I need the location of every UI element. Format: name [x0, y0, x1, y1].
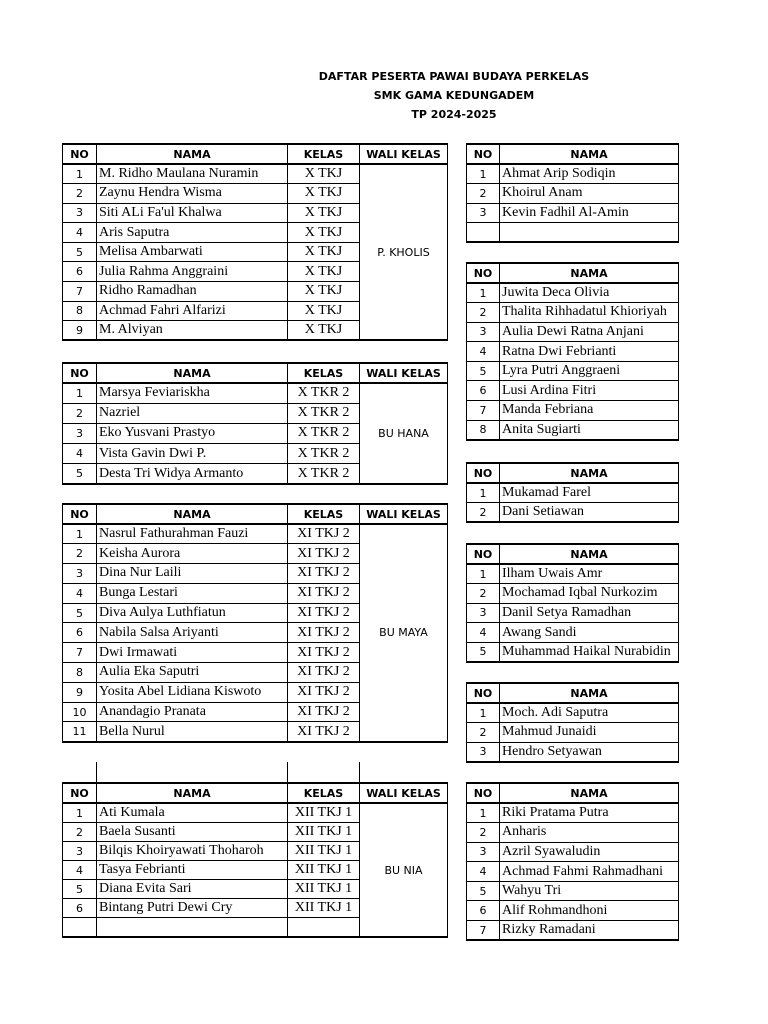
homeroom-teacher: BU MAYA [360, 524, 448, 742]
no-header: NO [467, 144, 500, 164]
row-number: 4 [467, 862, 500, 882]
row-number: 3 [63, 842, 97, 861]
table-header-row [63, 504, 448, 524]
nama-header: NAMA [500, 463, 679, 483]
row-number [467, 223, 500, 243]
student-name: Hendro Setyawan [500, 742, 679, 762]
spacer-line [96, 762, 97, 782]
table-row [63, 164, 448, 184]
student-name: Bella Nurul [97, 722, 288, 742]
row-number: 2 [467, 823, 500, 843]
row-number: 2 [467, 723, 500, 743]
table-row [467, 203, 679, 223]
table-row [63, 383, 448, 403]
row-number: 1 [63, 524, 97, 544]
row-number: 1 [63, 803, 97, 823]
row-number: 1 [467, 564, 500, 584]
class-table [62, 503, 448, 743]
student-name: M. Alviyan [97, 321, 288, 341]
class-name: X TKJ [288, 282, 360, 302]
document-title: DAFTAR PESERTA PAWAI BUDAYA PERKELAS [318, 70, 590, 83]
nama-header: NAMA [500, 144, 679, 164]
no-header: NO [63, 144, 97, 164]
student-name: Ilham Uwais Amr [500, 564, 679, 584]
student-name: Desta Tri Widya Armanto [97, 464, 288, 484]
table-row [467, 584, 679, 604]
row-number: 1 [467, 483, 500, 503]
table-row [467, 184, 679, 204]
table-row [467, 703, 679, 723]
student-name: Dani Setiawan [500, 503, 679, 523]
kelas-header: KELAS [288, 363, 360, 383]
wali-kelas-header: WALI KELAS [360, 144, 448, 164]
student-name: Mukamad Farel [500, 483, 679, 503]
no-header: NO [63, 504, 97, 524]
student-name: Bilqis Khoiryawati Thoharoh [97, 842, 288, 861]
no-header: NO [467, 263, 500, 283]
row-number: 1 [467, 803, 500, 823]
student-name: Bunga Lestari [97, 583, 288, 603]
student-name: Wahyu Tri [500, 881, 679, 901]
kelas-header: KELAS [288, 783, 360, 803]
row-number: 7 [467, 401, 500, 421]
class-name: XI TKJ 2 [288, 702, 360, 722]
no-header: NO [467, 783, 500, 803]
row-number: 1 [63, 164, 97, 184]
student-name: Baela Susanti [97, 823, 288, 842]
no-header: NO [467, 544, 500, 564]
class-name: X TKJ [288, 203, 360, 223]
spacer-line [359, 762, 360, 782]
table-row [467, 223, 679, 243]
student-name: Achmad Fahmi Rahmadhani [500, 862, 679, 882]
class-name: XI TKJ 2 [288, 623, 360, 643]
student-name: Vista Gavin Dwi P. [97, 444, 288, 464]
class-name: XI TKJ 2 [288, 583, 360, 603]
student-name: Alif Rohmandhoni [500, 901, 679, 921]
table-header-row [63, 144, 448, 164]
class-name: X TKJ [288, 321, 360, 341]
student-name: Zaynu Hendra Wisma [97, 184, 288, 204]
class-name: X TKR 2 [288, 403, 360, 423]
student-name: Muhammad Haikal Nurabidin [500, 642, 679, 662]
row-number: 8 [63, 301, 97, 321]
student-name: Azril Syawaludin [500, 842, 679, 862]
class-name: X TKR 2 [288, 423, 360, 443]
class-table [62, 362, 448, 485]
class-name: XI TKJ 2 [288, 524, 360, 544]
student-name: Anita Sugiarti [500, 420, 679, 440]
row-number: 3 [467, 842, 500, 862]
nama-header: NAMA [500, 263, 679, 283]
row-number: 7 [467, 921, 500, 941]
student-name: Nazriel [97, 403, 288, 423]
table-row [467, 642, 679, 662]
student-name: Dina Nur Laili [97, 564, 288, 584]
row-number: 1 [63, 383, 97, 403]
class-name: XI TKJ 2 [288, 603, 360, 623]
row-number: 3 [467, 203, 500, 223]
table-row [467, 862, 679, 882]
class-name: X TKJ [288, 301, 360, 321]
table-row [63, 524, 448, 544]
no-header: NO [467, 463, 500, 483]
row-number: 5 [63, 603, 97, 623]
row-number: 8 [63, 663, 97, 683]
table-header-row [63, 363, 448, 383]
row-number: 2 [467, 184, 500, 204]
table-header-row [467, 783, 679, 803]
table-row [467, 842, 679, 862]
table-row [467, 322, 679, 342]
homeroom-teacher: BU NIA [360, 803, 448, 937]
table-row [467, 564, 679, 584]
student-name: Nasrul Fathurahman Fauzi [97, 524, 288, 544]
row-number: 5 [63, 880, 97, 899]
table-row [467, 881, 679, 901]
no-header: NO [63, 783, 97, 803]
class-name: X TKR 2 [288, 444, 360, 464]
student-name: Kevin Fadhil Al-Amin [500, 203, 679, 223]
row-number: 5 [467, 361, 500, 381]
table-row [467, 381, 679, 401]
row-number: 2 [467, 303, 500, 323]
class-name: X TKJ [288, 242, 360, 262]
table-row [467, 803, 679, 823]
table-row [467, 401, 679, 421]
student-name: Khoirul Anam [500, 184, 679, 204]
student-name: Nabila Salsa Ariyanti [97, 623, 288, 643]
spacer-line [287, 762, 288, 782]
student-name: Siti ALi Fa'ul Khalwa [97, 203, 288, 223]
class-name: X TKJ [288, 223, 360, 243]
class-name: XII TKJ 1 [288, 842, 360, 861]
row-number: 4 [63, 444, 97, 464]
table-row [467, 164, 679, 184]
row-number: 6 [63, 262, 97, 282]
nama-header: NAMA [500, 683, 679, 703]
table-row [467, 723, 679, 743]
row-number: 6 [467, 901, 500, 921]
student-name: Mochamad Iqbal Nurkozim [500, 584, 679, 604]
homeroom-teacher: BU HANA [360, 383, 448, 484]
row-number: 2 [467, 584, 500, 604]
row-number: 10 [63, 702, 97, 722]
student-name: Keisha Aurora [97, 544, 288, 564]
table-row [467, 361, 679, 381]
row-number: 6 [63, 623, 97, 643]
table-header-row [467, 144, 679, 164]
group-table [466, 262, 679, 441]
table-row [467, 483, 679, 503]
row-number: 3 [63, 564, 97, 584]
class-name [288, 918, 360, 938]
class-name: XI TKJ 2 [288, 722, 360, 742]
class-name: X TKR 2 [288, 383, 360, 403]
class-name: X TKJ [288, 164, 360, 184]
row-number: 5 [63, 242, 97, 262]
student-name: Anharis [500, 823, 679, 843]
student-name: Moch. Adi Saputra [500, 703, 679, 723]
nama-header: NAMA [500, 544, 679, 564]
student-name: Achmad Fahri Alfarizi [97, 301, 288, 321]
row-number: 3 [63, 203, 97, 223]
wali-kelas-header: WALI KELAS [360, 783, 448, 803]
kelas-header: KELAS [288, 504, 360, 524]
no-header: NO [467, 683, 500, 703]
student-name: Danil Setya Ramadhan [500, 603, 679, 623]
row-number: 5 [467, 881, 500, 901]
student-name: Melisa Ambarwati [97, 242, 288, 262]
class-name: XII TKJ 1 [288, 803, 360, 823]
row-number: 1 [467, 703, 500, 723]
student-name: Manda Febriana [500, 401, 679, 421]
table-row [467, 420, 679, 440]
table-header-row [467, 683, 679, 703]
group-table [466, 143, 679, 243]
no-header: NO [63, 363, 97, 383]
row-number: 7 [63, 643, 97, 663]
row-number: 2 [63, 544, 97, 564]
class-name: XI TKJ 2 [288, 564, 360, 584]
student-name: Tasya Febrianti [97, 861, 288, 880]
class-name: XII TKJ 1 [288, 861, 360, 880]
student-name: Awang Sandi [500, 623, 679, 643]
row-number: 4 [467, 623, 500, 643]
row-number: 2 [467, 503, 500, 523]
row-number: 3 [467, 322, 500, 342]
class-name: XII TKJ 1 [288, 823, 360, 842]
student-name: M. Ridho Maulana Nuramin [97, 164, 288, 184]
table-row [63, 803, 448, 823]
row-number: 6 [467, 381, 500, 401]
school-name: SMK GAMA KEDUNGADEM [373, 89, 535, 102]
student-name: Aulia Dewi Ratna Anjani [500, 322, 679, 342]
row-number: 2 [63, 184, 97, 204]
class-name: XII TKJ 1 [288, 880, 360, 899]
class-name: XI TKJ 2 [288, 643, 360, 663]
group-table [466, 782, 679, 941]
student-name: Aulia Eka Saputri [97, 663, 288, 683]
nama-header: NAMA [97, 144, 288, 164]
student-name: Riki Pratama Putra [500, 803, 679, 823]
table-row [467, 742, 679, 762]
table-row [467, 823, 679, 843]
row-number: 3 [63, 423, 97, 443]
row-number: 4 [63, 223, 97, 243]
row-number: 8 [467, 420, 500, 440]
student-name: Ridho Ramadhan [97, 282, 288, 302]
class-name: X TKJ [288, 262, 360, 282]
row-number: 9 [63, 682, 97, 702]
table-header-row [63, 783, 448, 803]
homeroom-teacher: P. KHOLIS [360, 164, 448, 340]
student-name: Anandagio Pranata [97, 702, 288, 722]
table-header-row [467, 544, 679, 564]
group-table [466, 462, 679, 523]
student-name: Rizky Ramadani [500, 921, 679, 941]
class-table [62, 143, 448, 341]
student-name: Bintang Putri Dewi Cry [97, 899, 288, 918]
table-row [467, 901, 679, 921]
student-name: Ahmat Arip Sodiqin [500, 164, 679, 184]
row-number: 3 [467, 603, 500, 623]
table-header-row [467, 263, 679, 283]
row-number: 5 [63, 464, 97, 484]
group-table [466, 543, 679, 663]
table-row [467, 603, 679, 623]
table-header-row [467, 463, 679, 483]
row-number [63, 918, 97, 938]
nama-header: NAMA [97, 783, 288, 803]
row-number: 1 [467, 164, 500, 184]
class-name: XI TKJ 2 [288, 663, 360, 683]
row-number: 5 [467, 642, 500, 662]
wali-kelas-header: WALI KELAS [360, 363, 448, 383]
student-name: Aris Saputra [97, 223, 288, 243]
nama-header: NAMA [97, 504, 288, 524]
row-number: 4 [63, 861, 97, 880]
class-name: X TKR 2 [288, 464, 360, 484]
row-number: 2 [63, 823, 97, 842]
class-name: XII TKJ 1 [288, 899, 360, 918]
nama-header: NAMA [97, 363, 288, 383]
student-name: Mahmud Junaidi [500, 723, 679, 743]
student-name: Marsya Feviariskha [97, 383, 288, 403]
student-name: Ati Kumala [97, 803, 288, 823]
student-name: Yosita Abel Lidiana Kiswoto [97, 682, 288, 702]
row-number: 2 [63, 403, 97, 423]
row-number: 7 [63, 282, 97, 302]
student-name: Diana Evita Sari [97, 880, 288, 899]
row-number: 4 [63, 583, 97, 603]
student-name: Eko Yusvani Prastyo [97, 423, 288, 443]
kelas-header: KELAS [288, 144, 360, 164]
school-year: TP 2024-2025 [411, 108, 497, 121]
student-name: Lyra Putri Anggraeni [500, 361, 679, 381]
row-number: 4 [467, 342, 500, 362]
table-row [467, 503, 679, 523]
row-number: 1 [467, 283, 500, 303]
student-name: Lusi Ardina Fitri [500, 381, 679, 401]
class-name: XI TKJ 2 [288, 682, 360, 702]
student-name: Julia Rahma Anggraini [97, 262, 288, 282]
row-number: 9 [63, 321, 97, 341]
student-name [97, 918, 288, 938]
nama-header: NAMA [500, 783, 679, 803]
student-name [500, 223, 679, 243]
table-row [467, 283, 679, 303]
class-name: X TKJ [288, 184, 360, 204]
student-name: Thalita Rihhadatul Khioriyah [500, 303, 679, 323]
student-name: Diva Aulya Luthfiatun [97, 603, 288, 623]
class-name: XI TKJ 2 [288, 544, 360, 564]
table-row [467, 623, 679, 643]
class-table [62, 782, 448, 938]
row-number: 3 [467, 742, 500, 762]
table-row [467, 921, 679, 941]
table-row [467, 342, 679, 362]
student-name: Juwita Deca Olivia [500, 283, 679, 303]
row-number: 11 [63, 722, 97, 742]
row-number: 6 [63, 899, 97, 918]
table-row [467, 303, 679, 323]
student-name: Dwi Irmawati [97, 643, 288, 663]
student-name: Ratna Dwi Febrianti [500, 342, 679, 362]
wali-kelas-header: WALI KELAS [360, 504, 448, 524]
group-table [466, 682, 679, 763]
